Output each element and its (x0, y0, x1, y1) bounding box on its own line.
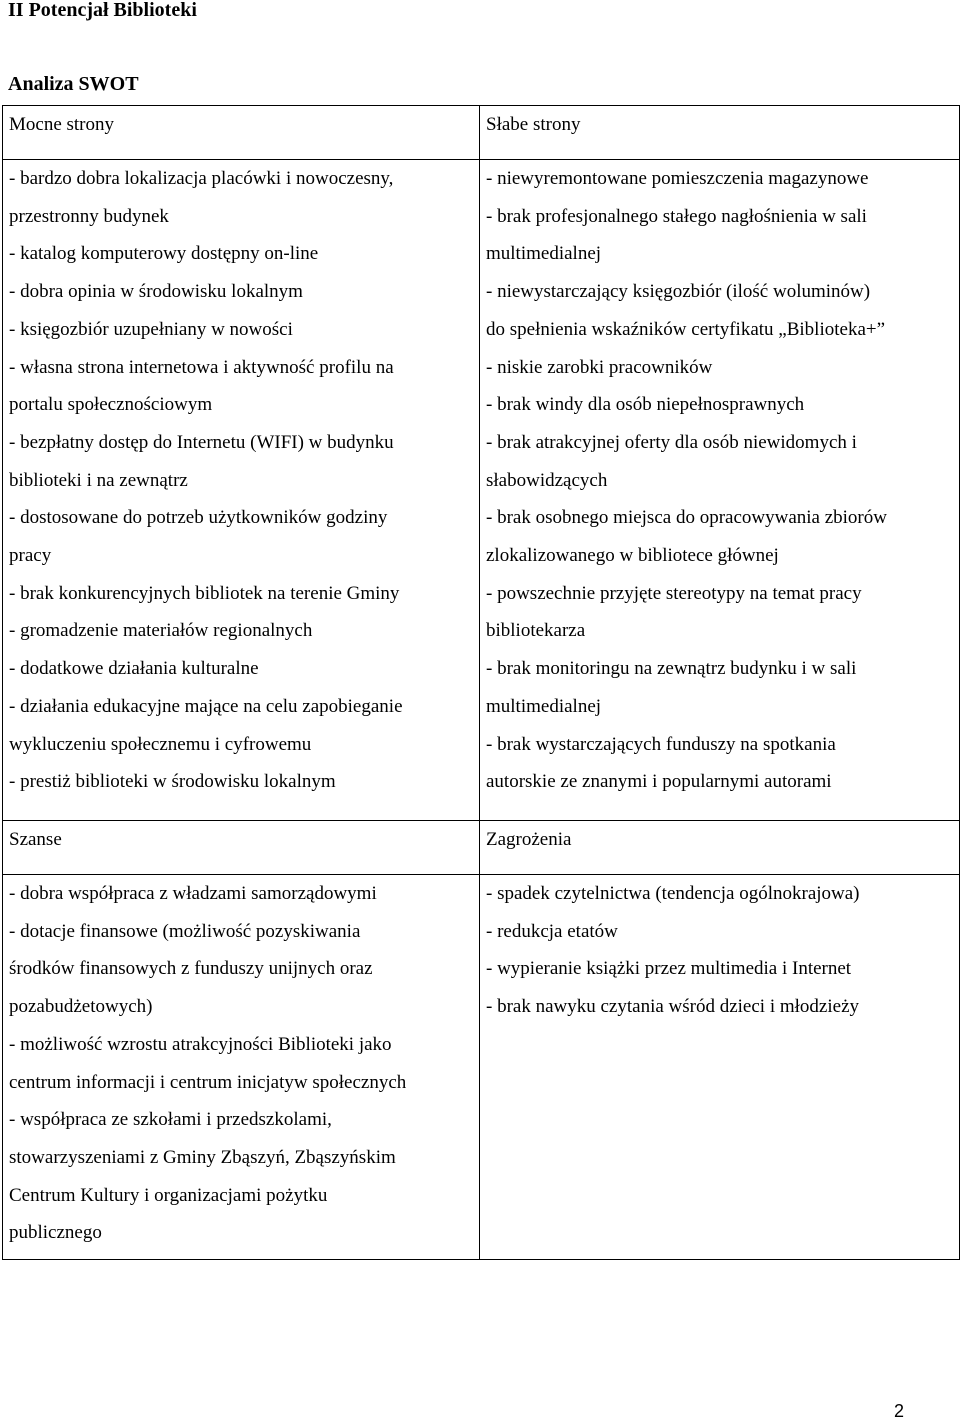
weakness-line: - brak windy dla osób niepełnosprawnych (486, 394, 805, 416)
opportunity-line: środków finansowych z funduszy unijnych oraz (9, 958, 373, 980)
weakness-line: - brak monitoringu na zewnątrz budynku i w sali (486, 658, 857, 680)
strength-line: - gromadzenie materiałów regionalnych (9, 620, 313, 642)
strength-line: portalu społecznościowym (9, 394, 213, 416)
strength-line: - księgozbiór uzupełniany w nowości (9, 318, 293, 340)
weakness-line: - powszechnie przyjęte stereotypy na temat pracy (486, 582, 862, 604)
strength-line: - bardzo dobra lokalizacja placówki i nowoczesny, (9, 168, 394, 189)
swot-table (2, 105, 960, 1260)
strength-line: - działania edukacyjne mające na celu zapobieganie (9, 695, 403, 717)
opportunity-line: - dotacje finansowe (możliwość pozyskiwania (9, 920, 361, 942)
opportunity-line: centrum informacji i centrum inicjatyw społecznych (9, 1071, 407, 1093)
threat-line: - redukcja etatów (486, 920, 618, 942)
opportunities-header: Szanse (3, 821, 480, 875)
strengths-cell (3, 160, 480, 821)
strength-line: - bezpłatny dostęp do Internetu (WIFI) w budynku (9, 431, 394, 453)
strength-line: - dobra opinia w środowisku lokalnym (9, 281, 303, 303)
weakness-line: multimedialnej (486, 243, 602, 265)
weakness-line: bibliotekarza (486, 620, 586, 642)
strength-line: - brak konkurencyjnych bibliotek na terenie Gminy (9, 582, 400, 604)
strengths-header: Mocne strony (3, 106, 480, 160)
threat-line: - brak nawyku czytania wśród dzieci i młodzieży (486, 996, 859, 1018)
weaknesses-cell (480, 160, 960, 821)
opportunity-line: - współpraca ze szkołami i przedszkolami, (9, 1109, 332, 1131)
strength-line: - dostosowane do potrzeb użytkowników godziny (9, 507, 388, 529)
opportunities-cell (3, 875, 480, 1260)
opportunity-line: - dobra współpraca z władzami samorządowymi (9, 883, 377, 904)
weakness-line: do spełnienia wskaźników certyfikatu „Biblioteka+” (486, 318, 886, 340)
threats-cell (480, 875, 960, 1260)
weakness-line: słabowidzących (486, 469, 608, 491)
weakness-line: - niewyremontowane pomieszczenia magazynowe (486, 168, 869, 189)
strength-line: - prestiż biblioteki w środowisku lokalnym (9, 771, 336, 793)
strength-line: - własna strona internetowa i aktywność profilu na (9, 356, 394, 378)
weaknesses-header: Słabe strony (480, 106, 960, 160)
threat-line: - spadek czytelnictwa (tendencja ogólnokrajowa) (486, 883, 860, 904)
opportunity-line: publicznego (9, 1222, 102, 1244)
section-title: II Potencjał Biblioteki (8, 0, 197, 21)
swot-title: Analiza SWOT (8, 73, 139, 95)
weakness-line: - brak atrakcyjnej oferty dla osób niewidomych i (486, 431, 857, 453)
weakness-line: - brak osobnego miejsca do opracowywania zbiorów (486, 507, 887, 529)
weakness-line: - niewystarczający księgozbiór (ilość woluminów) (486, 281, 871, 303)
opportunity-line: Centrum Kultury i organizacjami pożytku (9, 1184, 328, 1206)
opportunity-line: - możliwość wzrostu atrakcyjności Biblioteki jako (9, 1033, 392, 1055)
strength-line: wykluczeniu społecznemu i cyfrowemu (9, 733, 312, 755)
strength-line: - katalog komputerowy dostępny on-line (9, 243, 319, 265)
strength-line: pracy (9, 545, 52, 567)
threats-header: Zagrożenia (480, 821, 960, 875)
opportunity-line: stowarzyszeniami z Gminy Zbąszyń, Zbąszyńskim (9, 1146, 396, 1168)
strength-line: - dodatkowe działania kulturalne (9, 658, 259, 680)
weakness-line: autorskie ze znanymi i popularnymi autorami (486, 771, 832, 793)
strength-line: przestronny budynek (9, 205, 169, 227)
weakness-line: - brak profesjonalnego stałego nagłośnienia w sali (486, 205, 867, 227)
weakness-line: zlokalizowanego w bibliotece głównej (486, 545, 779, 567)
threat-line: - wypieranie książki przez multimedia i Internet (486, 958, 852, 980)
weakness-line: - brak wystarczających funduszy na spotkania (486, 733, 836, 755)
weakness-line: - niskie zarobki pracowników (486, 356, 713, 378)
opportunity-line: pozabudżetowych) (9, 996, 153, 1018)
strength-line: biblioteki i na zewnątrz (9, 469, 188, 491)
page-number: 2 (894, 1401, 905, 1421)
weakness-line: multimedialnej (486, 695, 602, 717)
